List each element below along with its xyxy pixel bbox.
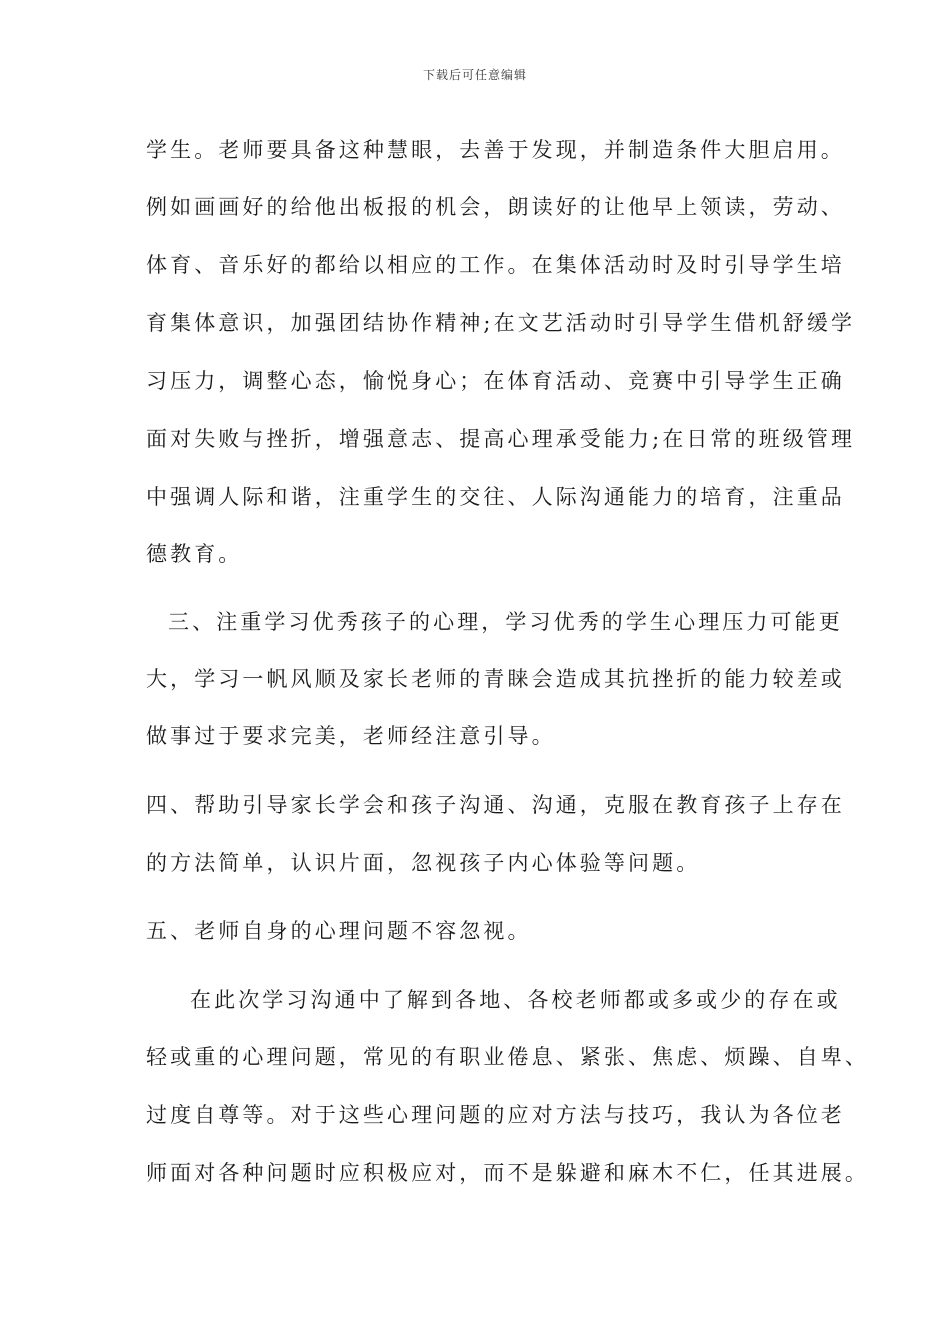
text-line: 例如画画好的给他出板报的机会，朗读好的让他早上领读，劳动、 bbox=[146, 195, 845, 219]
text-line: 面对失败与挫折，增强意志、提高心理承受能力;在日常的班级管理 bbox=[146, 427, 856, 451]
text-line: 轻或重的心理问题，常见的有职业倦息、紧张、焦虑、烦躁、自卑、 bbox=[146, 1045, 869, 1069]
text-line: 习压力，调整心态，愉悦身心；在体育活动、竞赛中引导学生正确 bbox=[146, 369, 845, 393]
text-line: 五、老师自身的心理问题不容忽视。 bbox=[146, 919, 532, 943]
text-line: 学生。老师要具备这种慧眼，去善于发现，并制造条件大胆启用。 bbox=[146, 138, 845, 162]
text-line: 的方法简单，认识片面，忽视孩子内心体验等问题。 bbox=[146, 851, 701, 875]
text-line: 中强调人际和谐，注重学生的交往、人际沟通能力的培育，注重品 bbox=[146, 485, 845, 509]
text-line: 三、注重学习优秀孩子的心理，学习优秀的学生心理压力可能更 bbox=[168, 610, 843, 634]
text-line: 德教育。 bbox=[146, 542, 243, 566]
text-line: 师面对各种问题时应积极应对，而不是躲避和麻木不仁，任其进展。 bbox=[146, 1161, 869, 1185]
page-header: 下载后可任意编辑 bbox=[422, 68, 527, 82]
text-line: 四、帮助引导家长学会和孩子沟通、沟通，克服在教育孩子上存在 bbox=[146, 793, 845, 817]
text-line: 大，学习一帆风顺及家长老师的青睐会造成其抗挫折的能力较差或 bbox=[146, 667, 845, 691]
text-line: 做事过于要求完美，老师经注意引导。 bbox=[146, 724, 556, 748]
text-line: 体育、音乐好的都给以相应的工作。在集体活动时及时引导学生培 bbox=[146, 253, 845, 277]
text-line: 育集体意识，加强团结协作精神;在文艺活动时引导学生借机舒缓学 bbox=[146, 311, 856, 335]
text-line: 过度自尊等。对于这些心理问题的应对方法与技巧，我认为各位老 bbox=[146, 1103, 845, 1127]
text-line: 在此次学习沟通中了解到各地、各校老师都或多或少的存在或 bbox=[190, 988, 841, 1012]
